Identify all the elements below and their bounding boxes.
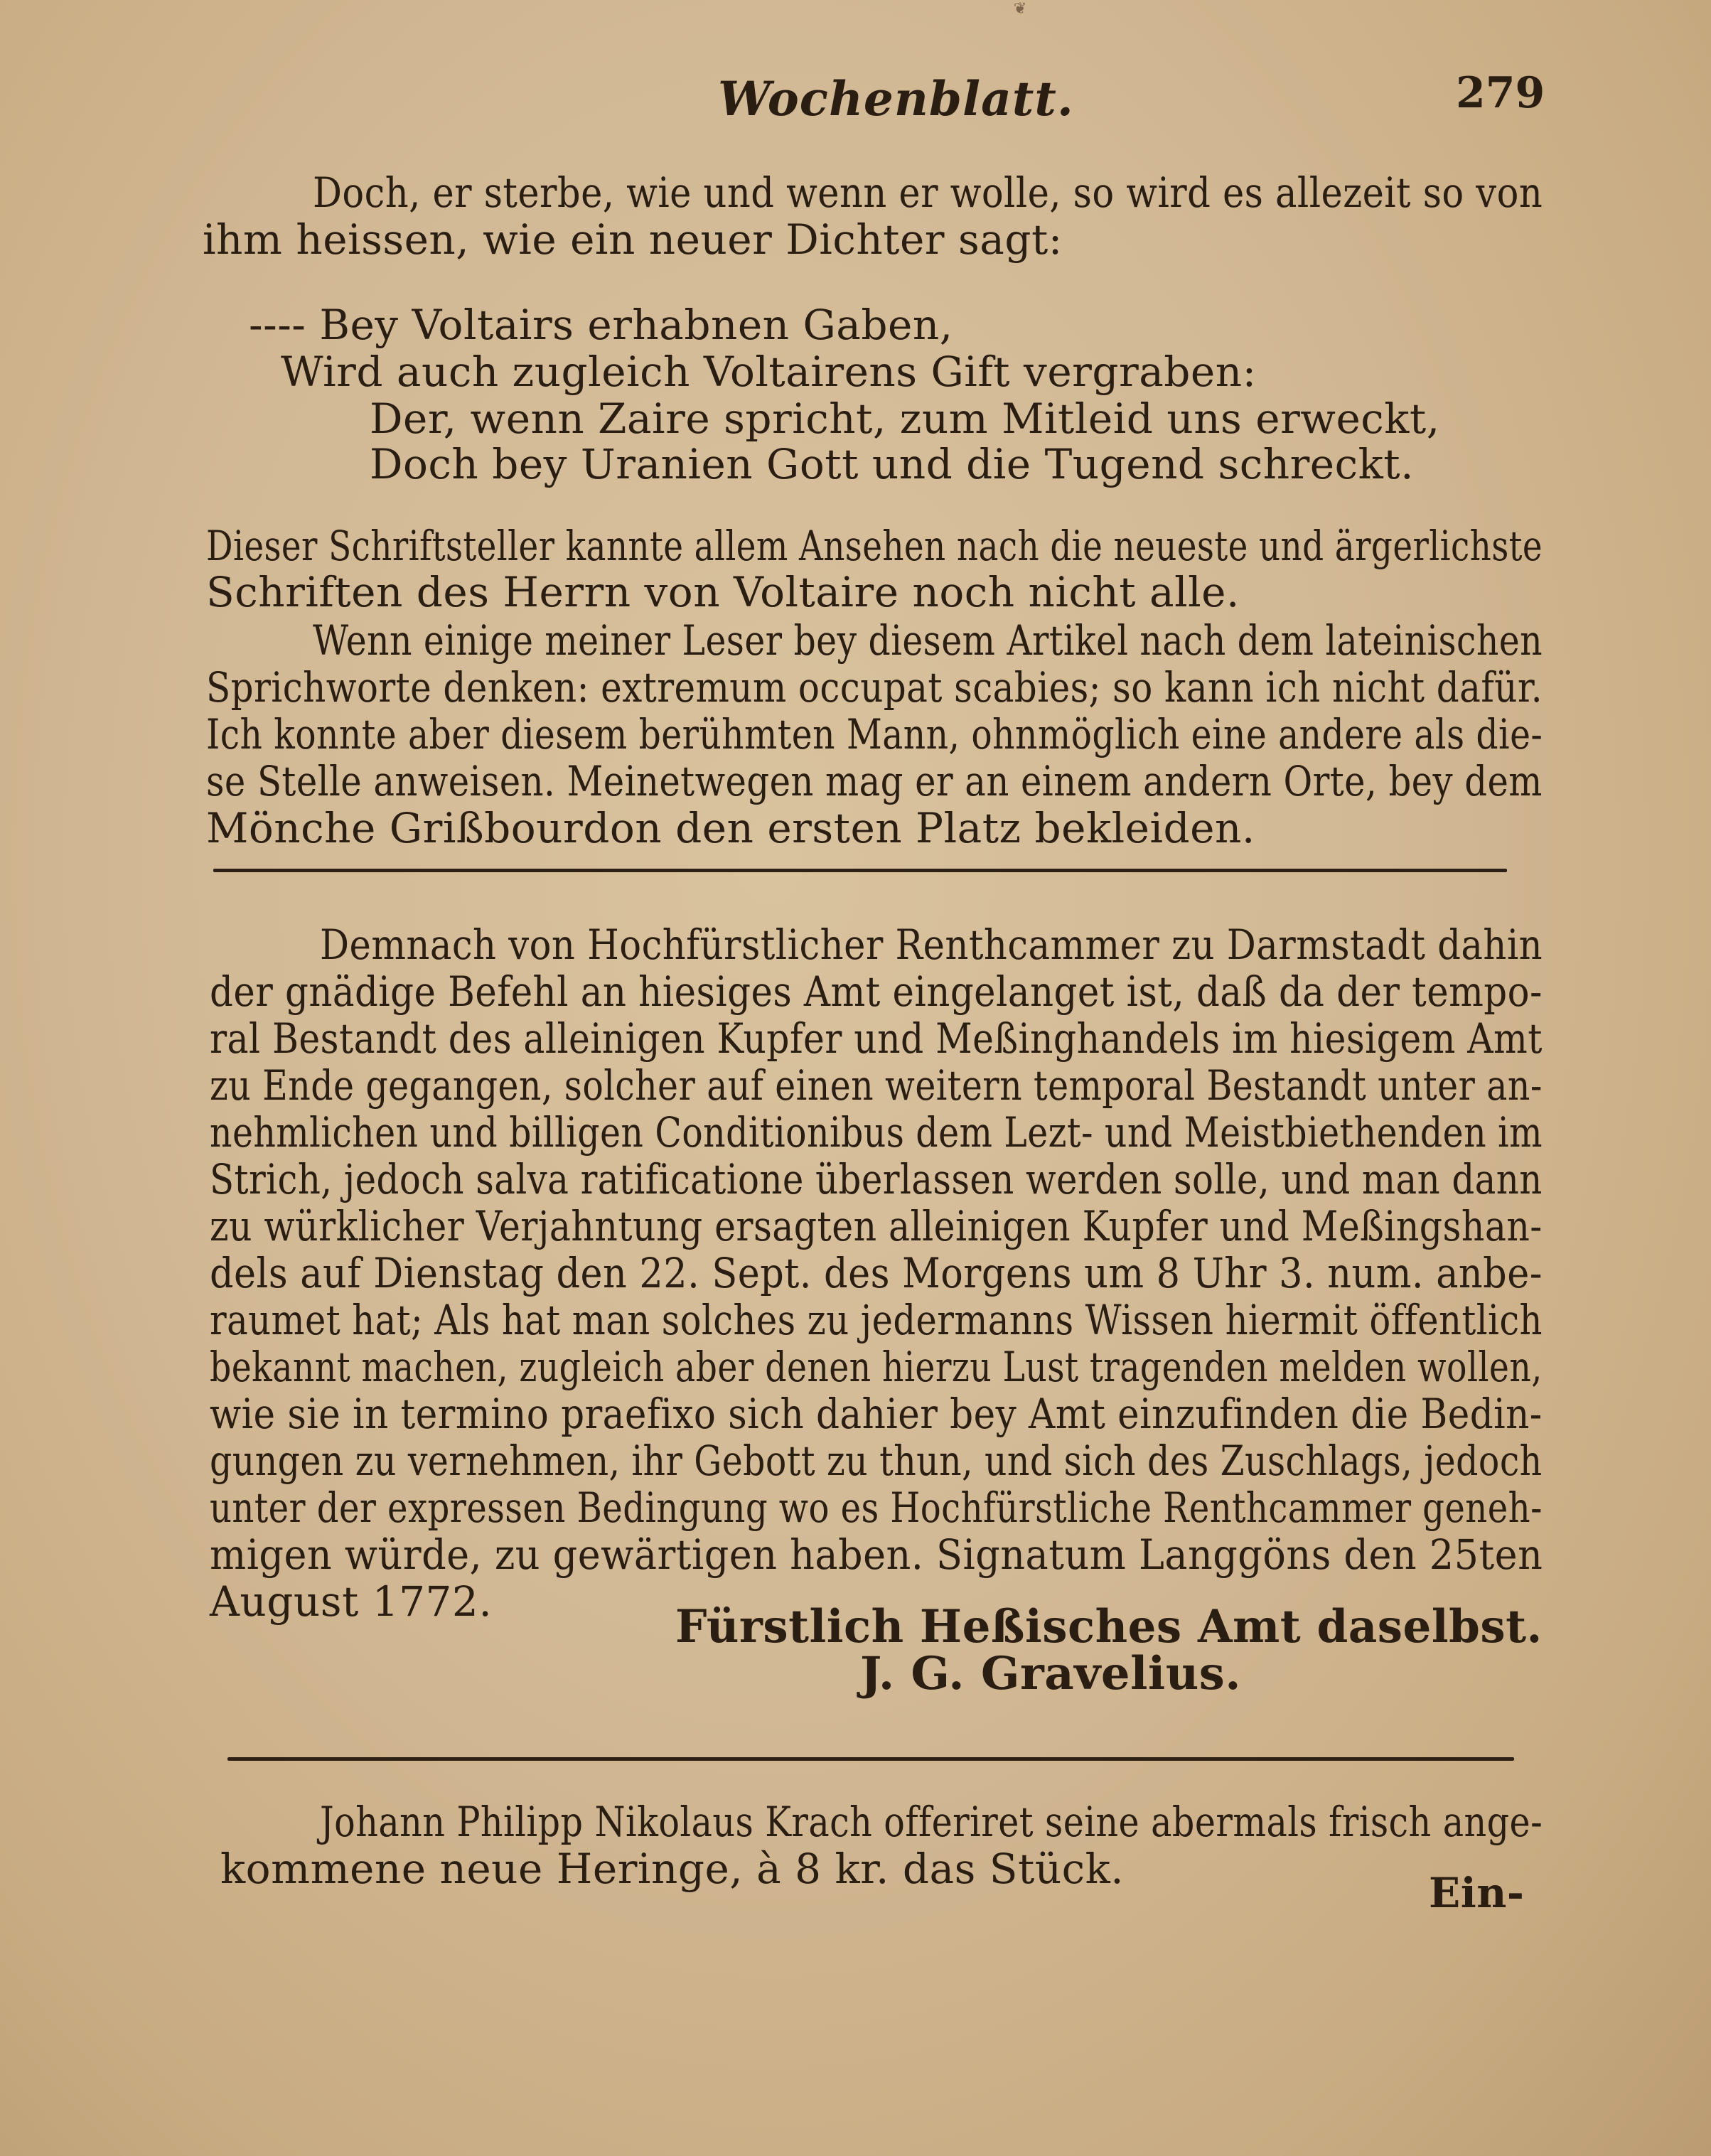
- page-number: 279: [1456, 68, 1545, 118]
- text-line: ihm heissen, wie ein neuer Dichter sagt:: [203, 215, 1063, 264]
- page-header: [0, 68, 1711, 128]
- text-line: raumet hat; Als hat man solches zu jedermanns Wissen hiermit öffentlich: [210, 1296, 1543, 1344]
- text-line: Strich, jedoch salva ratificatione überlassen werden solle, und man dann: [210, 1155, 1543, 1203]
- text-line: Sprichworte denken: extremum occupat scabies; so kann ich nicht dafür.: [206, 663, 1543, 712]
- top-ornament-icon: ❦: [1013, 0, 1027, 18]
- poem-line: ---- Bey Voltairs erhabnen Gaben,: [249, 301, 953, 349]
- text-line: migen würde, zu gewärtigen haben. Signatum Langgöns den 25ten: [210, 1530, 1543, 1579]
- text-line: kommene neue Heringe, à 8 kr. das Stück.: [220, 1845, 1125, 1893]
- text-line: unter der expressen Bedingung wo es Hochfürstliche Renthcammer geneh-: [210, 1484, 1543, 1532]
- text-line: Johann Philipp Nikolaus Krach offeriret seine abermals frisch ange-: [320, 1798, 1543, 1846]
- text-line: August 1772.: [210, 1577, 493, 1626]
- text-line: Schriften des Herrn von Voltaire noch nicht alle.: [206, 568, 1240, 616]
- text-line: Wenn einige meiner Leser bey diesem Artikel nach dem lateinischen: [313, 616, 1543, 665]
- poem-line: Wird auch zugleich Voltairens Gift vergraben:: [281, 348, 1257, 396]
- text-line: der gnädige Befehl an hiesiges Amt eingelanget ist, daß da der tempo-: [210, 967, 1543, 1016]
- text-line: Ich konnte aber diesem berühmten Mann, ohnmöglich eine andere als die-: [206, 710, 1543, 758]
- text-line: se Stelle anweisen. Meinetwegen mag er an einem andern Orte, bey dem: [206, 757, 1543, 805]
- text-line: bekannt machen, zugleich aber denen hierzu Lust tragenden melden wollen,: [210, 1343, 1543, 1391]
- text-line: ral Bestandt des alleinigen Kupfer und Meßinghandels im hiesigem Amt: [210, 1014, 1543, 1063]
- text-line: Doch, er sterbe, wie und wenn er wolle, so wird es allezeit so von: [313, 168, 1543, 217]
- section-divider: [227, 1757, 1514, 1761]
- text-line: dels auf Dienstag den 22. Sept. des Morgens um 8 Uhr 3. num. anbe-: [210, 1249, 1543, 1297]
- text-line: nehmlichen und billigen Conditionibus dem Lezt- und Meistbiethenden im: [210, 1108, 1543, 1157]
- poem-line: Doch bey Uranien Gott und die Tugend schreckt.: [370, 440, 1415, 488]
- signature-office: Fürstlich Heßisches Amt daselbst.: [675, 1600, 1543, 1653]
- catchword: Ein-: [1429, 1869, 1525, 1917]
- signature-name: J. G. Gravelius.: [860, 1647, 1242, 1700]
- text-line: Demnach von Hochfürstlicher Renthcammer zu Darmstadt dahin: [320, 921, 1543, 969]
- text-line: zu würklicher Verjahntung ersagten alleinigen Kupfer und Meßingshan-: [210, 1202, 1543, 1250]
- text-line: wie sie in termino praefixo sich dahier bey Amt einzufinden die Bedin-: [210, 1390, 1543, 1438]
- text-line: Dieser Schriftsteller kannte allem Ansehen nach die neueste und ärgerlichste: [206, 522, 1543, 570]
- text-line: Mönche Grißbourdon den ersten Platz bekleiden.: [206, 804, 1255, 852]
- running-title: Wochenblatt.: [718, 71, 1074, 127]
- text-line: zu Ende gegangen, solcher auf einen weitern temporal Bestandt unter an-: [210, 1061, 1543, 1110]
- section-divider: [213, 869, 1507, 872]
- text-line: gungen zu vernehmen, ihr Gebott zu thun, und sich des Zuschlags, jedoch: [210, 1437, 1543, 1485]
- poem-line: Der, wenn Zaire spricht, zum Mitleid uns erweckt,: [370, 395, 1440, 443]
